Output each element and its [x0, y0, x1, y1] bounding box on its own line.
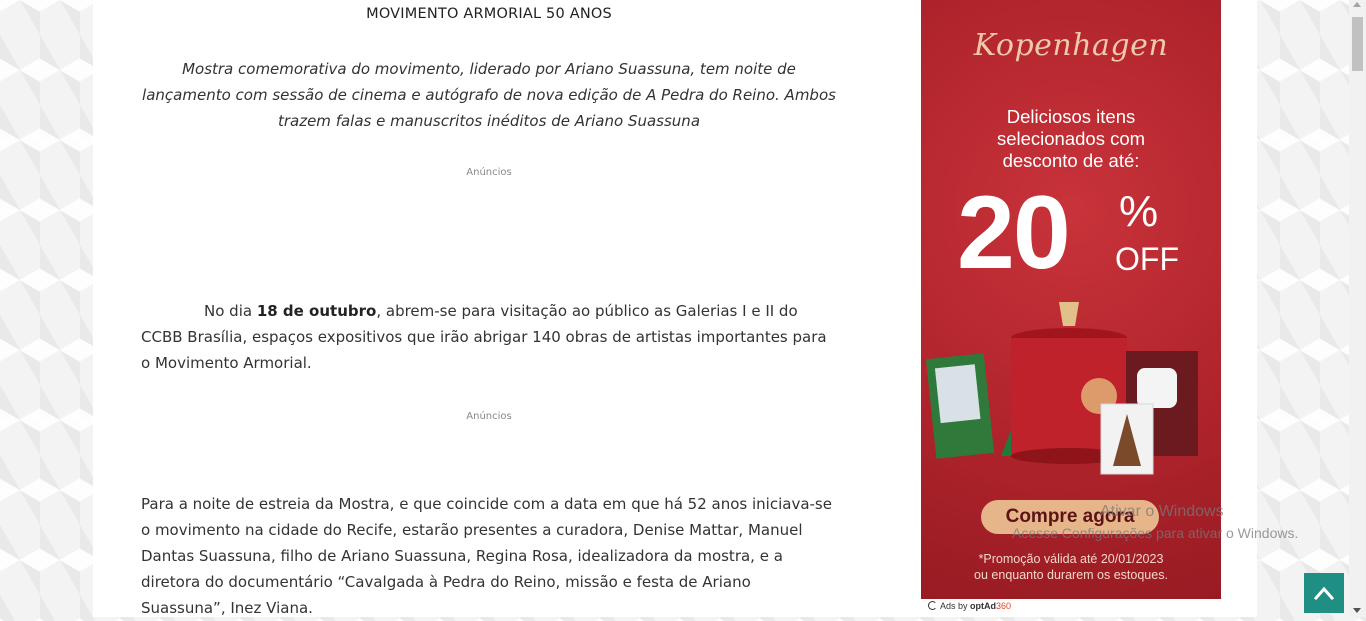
date-highlight: 18 de outubro — [256, 302, 377, 320]
ad-percent-sign: % — [1119, 187, 1159, 236]
ad-promo-line: *Promoção válida até 20/01/2023 — [978, 552, 1164, 566]
ads-by-prefix: Ads by — [940, 601, 971, 611]
ads-by-suffix: 360 — [996, 601, 1012, 611]
scroll-down-arrow-icon[interactable] — [1353, 608, 1361, 613]
scrollbar-thumb[interactable] — [1352, 17, 1363, 71]
ad-tagline-line: selecionados com — [996, 128, 1146, 149]
watermark-subtitle: Acesse Configurações para ativar o Windows. — [1012, 525, 1299, 541]
article-heading: MOVIMENTO ARMORIAL 50 ANOS — [366, 6, 612, 22]
article-paragraph-1 — [141, 298, 837, 376]
paragraph-text: , abrem-se para visitação ao público as Galerias I e II do CCBB Brasília, espaços expositivos que irão abrigar 140 obras de artistas importantes para o Movimento Armorial. — [141, 302, 827, 372]
article-lead: Mostra comemorativa do movimento, liderado por Ariano Suassuna, tem noite de lançamento com sessão de cinema e autógrafo de nova edição de A Pedra do Reino. Ambos trazem falas e manuscritos inéditos de Ariano Suassuna — [142, 60, 836, 130]
ads-by-brand: optAd — [970, 601, 997, 611]
ad-tagline — [921, 106, 1221, 172]
article-paragraph-2: Para a noite de estreia da Mostra, e que coincide com a data em que há 52 anos iniciava-se o movimento na cidade do Recife, estarão presentes a curadora, Denise Mattar, Manuel Dantas Suassuna, filho de Ariano Suassuna, Regina Rosa, idealizadora da mostra, e a diretora do documentário “Cavalgada à Pedra do Reino, missão e festa de Ariano Suassuna”, Inez Viana. — [141, 495, 832, 617]
ad-tagline-line: desconto de até: — [1002, 150, 1140, 171]
paragraph-text: No dia — [204, 302, 257, 320]
ad-promo-line: ou enquanto durarem os estoques. — [974, 568, 1168, 582]
ads-label: Anúncios — [466, 411, 512, 422]
ads-by-optad360-link[interactable] — [928, 601, 1011, 611]
cat-figure — [1137, 368, 1177, 408]
ad-brand-logo: Kopenhagen — [973, 28, 1169, 63]
page-scrollbar[interactable] — [1349, 0, 1366, 617]
ad-promo-text — [921, 551, 1221, 583]
gift-box-window — [935, 364, 981, 423]
tin-bow — [1059, 302, 1079, 326]
ad-off-label: OFF — [1115, 241, 1179, 277]
ad-tagline-line: Deliciosos itens — [1006, 106, 1136, 127]
ad-discount-number: 20 — [957, 175, 1069, 291]
chevron-up-icon — [1314, 586, 1334, 600]
compre-agora-button[interactable]: Compre agora — [981, 500, 1159, 534]
ads-label: Anúncios — [466, 167, 512, 178]
windows-activation-watermark — [1012, 503, 1342, 541]
watermark-title: Ativar o Windows — [1100, 503, 1224, 520]
optad-logo-icon — [928, 601, 937, 610]
scroll-up-arrow-icon[interactable] — [1353, 2, 1361, 7]
ad-products-image — [921, 296, 1221, 486]
back-to-top-button[interactable] — [1304, 573, 1344, 613]
